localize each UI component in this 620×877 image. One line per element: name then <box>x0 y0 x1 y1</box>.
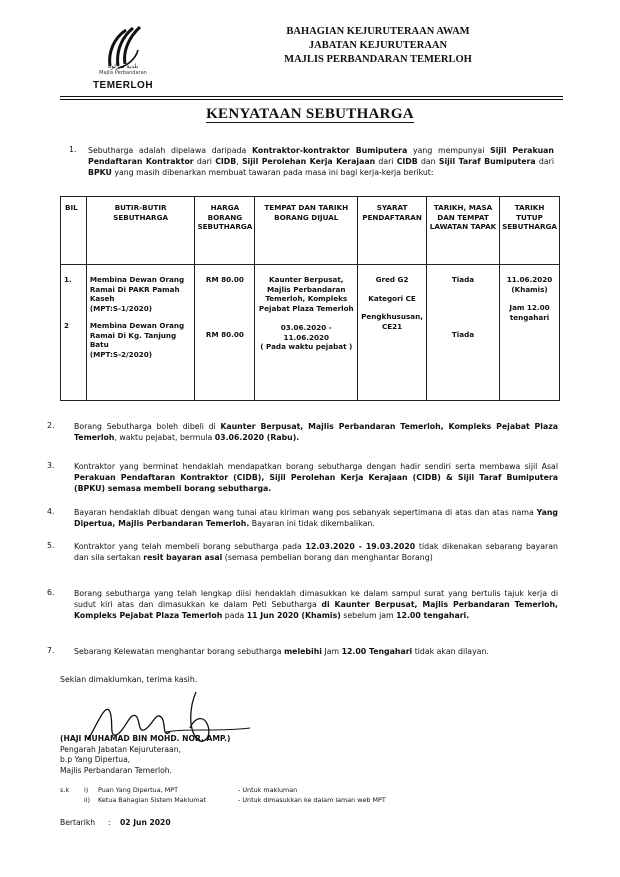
row-2-bil: 2 <box>64 320 70 330</box>
harga-cell <box>195 265 255 401</box>
waktu-pejabat: ( Pada waktu pejabat ) <box>260 342 353 351</box>
bil-cell <box>61 265 87 401</box>
sk-i-recipient: Puan Yang Dipertua, MPT <box>98 786 178 794</box>
logo-big-text: TEMERLOH <box>92 80 154 91</box>
syarat-cell <box>358 265 427 401</box>
header-lawatan: TARIKH, MASA DAN TEMPAT LAWATAN TAPAK <box>426 197 499 265</box>
tutup-cell <box>500 265 560 401</box>
paragraph-6: Borang sebutharga yang telah lengkap diisi hendaklah dimasukkan ke dalam sampul surat yang bertulis tajuk kerja di sudut kiri atas dan dimasukkan ke dalam Peti Sebutharga di Kaunter Berpusat, Majlis Perbandaran Temerloh, Kompleks Pejabat Plaza Temerloh pada 11 Jun 2020 (Khamis) sebelum jam 12.00 tengahari. <box>74 589 558 620</box>
syarat-kategori: Kategori CE <box>368 293 416 303</box>
signature-block <box>60 734 230 776</box>
tempat-text: Kaunter Berpusat, Majlis Perbandaran Temerloh, Kompleks Pejabat Plaza Temerloh <box>258 275 354 313</box>
tutup-time: Jam 12.00 tengahari <box>509 303 550 322</box>
lawatan-cell <box>426 265 499 401</box>
row-2-ref: (MPT:S-2/2020) <box>89 349 152 359</box>
paragraph-4-number: 4. <box>47 507 55 516</box>
letterhead <box>255 25 501 67</box>
sk-ii-recipient: Ketua Bahagian Sistem Maklumat <box>98 796 206 804</box>
sk-i-number: i) <box>84 786 89 794</box>
logo-script-text: ﺑﻠﺪﻳﺔ ﺗﻤﺮﻟﻮﻩ <box>107 63 139 70</box>
sk-ii-number: ii) <box>84 796 91 804</box>
date-label: Bertarikh <box>60 818 96 827</box>
header-butir: BUTIR-BUTIR SEBUTHARGA <box>86 197 195 265</box>
syarat-gred: Gred G2 <box>375 275 409 284</box>
paragraph-5: Kontraktor yang telah membeli borang sebutharga pada 12.03.2020 - 19.03.2020 tidak dikenakan sebarang bayaran dan sila sertakan resit bayaran asal (semasa pembelian borang dan menghantar Borang) <box>74 542 558 562</box>
letterhead-line-1: BAHAGIAN KEJURUTERAAN AWAM <box>286 26 470 37</box>
tarikh-jual: 03.06.2020 - 11.06.2020 <box>280 323 332 342</box>
signatory-organisation: Majlis Perbandaran Temerloh. <box>60 765 172 775</box>
quotation-table <box>60 196 560 401</box>
row-1-lawatan: Tiada <box>451 275 475 284</box>
signatory-title: Pengarah Jabatan Kejuruteraan, <box>60 744 181 754</box>
table-header-row <box>61 197 560 265</box>
row-2-lawatan: Tiada <box>451 329 475 339</box>
paragraph-3-number: 3. <box>47 461 55 470</box>
header-tutup: TARIKH TUTUP SEBUTHARGA <box>500 197 560 265</box>
header-syarat: SYARAT PENDAFTARAN <box>358 197 427 265</box>
header-divider-thin <box>60 99 563 100</box>
table-row <box>61 265 560 401</box>
syarat-pengkhususan: Pengkhususan, CE21 <box>361 312 423 331</box>
row-2-harga: RM 80.00 <box>205 329 244 339</box>
tempat-cell <box>255 265 358 401</box>
butir-cell <box>86 265 195 401</box>
header-harga: HARGA BORANG SEBUTHARGA <box>195 197 255 265</box>
paragraph-6-number: 6. <box>47 588 55 597</box>
signatory-on-behalf: b.p Yang Dipertua, <box>60 755 131 764</box>
signatory-name: (HAJI MUHAMAD BIN MOHD. NOR, AMP.) <box>60 734 231 743</box>
tutup-day: (Khamis) <box>511 284 548 294</box>
paragraph-4: Bayaran hendaklah dibuat dengan wang tunai atau kiriman wang pos sebanyak sepertimana di atas dan atas nama Yang Dipertua, Majlis Perbandaran Temerloh. Bayaran ini tidak dikembalikan. <box>74 508 558 528</box>
paragraph-1-number: 1. <box>69 145 77 154</box>
paragraph-3: Kontraktor yang berminat hendaklah mendapatkan borang sebutharga dengan hadir sendiri serta membawa sijil Asal Perakuan Pendaftaran Kontraktor (CIDB), Sijil Perolehan Kerja Kerajaan (CIDB) & Sijil Taraf Bumiputera (BPKU) semasa membeli borang sebutharga. <box>74 462 558 493</box>
row-1-harga: RM 80.00 <box>205 275 244 284</box>
header-bil: BIL <box>61 197 87 265</box>
paragraph-2-number: 2. <box>47 421 55 430</box>
header-divider <box>60 96 563 97</box>
date-value: 02 Jun 2020 <box>120 818 171 827</box>
sk-i-note: - Untuk makluman <box>238 786 298 794</box>
paragraph-7-number: 7. <box>47 646 55 655</box>
row-1-bil: 1. <box>64 275 72 284</box>
sk-ii-note: - Untuk dimasukkan ke dalam laman web MPT <box>238 796 386 804</box>
paragraph-2: Borang Sebutharga boleh dibeli di Kaunter Berpusat, Majlis Perbandaran Temerloh, Kompleks Pejabat Plaza Temerloh, waktu pejabat, bermula 03.06.2020 (Rabu). <box>74 422 559 442</box>
paragraph-5-number: 5. <box>47 541 55 550</box>
row-1-ref: (MPT:S-1/2020) <box>89 303 152 313</box>
row-1-butir: Membina Dewan Orang Ramai Di PAKR Pamah Kaseh <box>89 275 185 303</box>
sk-label: s.k <box>60 786 70 794</box>
date-separator: : <box>108 818 111 827</box>
letterhead-line-2: JABATAN KEJURUTERAAN <box>308 40 448 51</box>
header-tempat: TEMPAT DAN TARIKH BORANG DIJUAL <box>255 197 358 265</box>
logo-small-text: Majlis Perbandaran <box>99 70 147 76</box>
letterhead-line-3: MAJLIS PERBANDARAN TEMERLOH <box>284 54 472 65</box>
tutup-date: 11.06.2020 <box>506 275 553 284</box>
paragraph-1: Sebutharga adalah dipelawa daripada Kontraktor-kontraktor Bumiputera yang mempunyai Sijil Perakuan Pendaftaran Kontraktor dari CIDB, Sijil Perolehan Kerja Kerajaan dari CIDB dan Sijil Taraf Bumiputera dari BPKU yang masih dibenarkan membuat tawaran pada masa ini bagi kerja-kerja berikut: <box>88 146 554 177</box>
row-2-butir: Membina Dewan Orang Ramai Di Kg. Tanjung Batu <box>89 321 185 349</box>
paragraph-7: Sebarang Kelewatan menghantar borang sebutharga melebihi Jam 12.00 Tengahari tidak akan dilayan. <box>74 647 489 656</box>
document-title: KENYATAAN SEBUTHARGA <box>206 106 414 122</box>
closing-line: Sekian dimaklumkan, terima kasih. <box>60 675 198 684</box>
